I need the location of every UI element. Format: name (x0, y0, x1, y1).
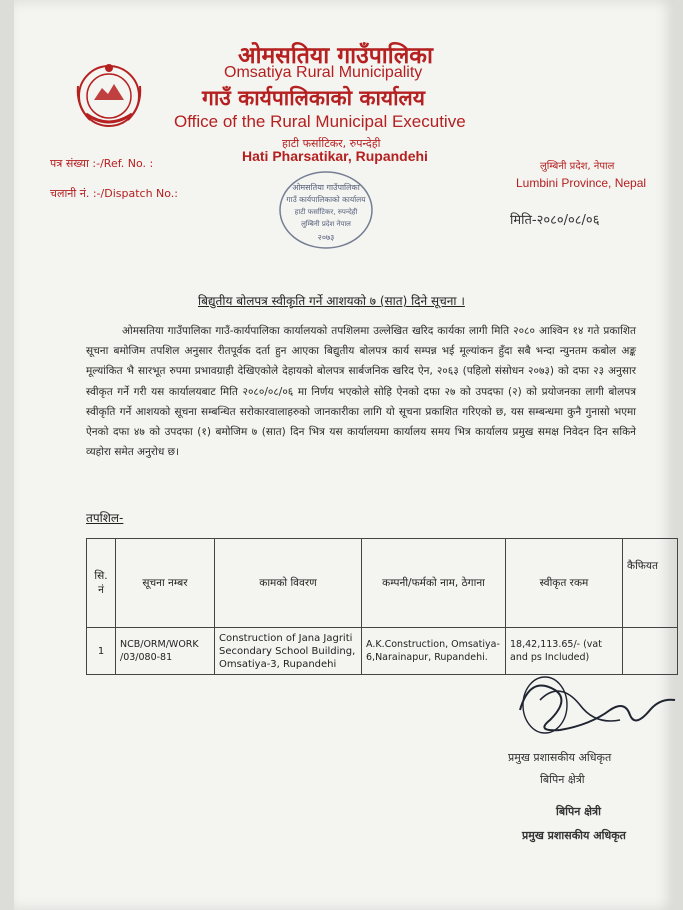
designation-stamp: प्रमुख प्रशासकीय अधिकृत (522, 829, 626, 842)
stamp-year: २०७३ (317, 233, 335, 242)
table-header-row (87, 539, 678, 628)
header-notice-number: सूचना नम्बर (116, 539, 215, 628)
header-company: कम्पनी/फर्मको नाम, ठेगाना (362, 539, 506, 628)
office-stamp (274, 166, 378, 256)
stamp-line-3: हाटी फर्साटिकर, रुपन्देही (294, 208, 358, 216)
cell-remarks (623, 628, 678, 675)
cell-work-description: Construction of Jana Jagriti Secondary School Building, Omsatiya-3, Rupandehi (215, 628, 362, 675)
cell-company: A.K.Construction, Omsatiya-6,Narainapur, Rupandehi. (362, 628, 506, 675)
municipality-name-en: Omsatiya Rural Municipality (224, 64, 423, 81)
office-name-np: गाउँ कार्यपालिकाको कार्यालय (202, 86, 425, 110)
handwritten-signature (500, 670, 680, 750)
nepal-emblem-logo (68, 56, 150, 136)
header-serial: सि. नं (87, 539, 116, 628)
letter-date: मिति-२०८०/०८/०६ (510, 213, 600, 228)
address-en: Hati Pharsatikar, Rupandehi (242, 148, 428, 164)
signatory-name: बिपिन क्षेत्री (540, 773, 585, 786)
cell-serial: 1 (87, 628, 116, 675)
header-approved-amount: स्वीकृत रकम (506, 539, 623, 628)
cell-approved-amount: 18,42,113.65/- (vat and ps Included) (506, 628, 623, 675)
dispatch-number-label: चलानी नं. :-/Dispatch No.: (50, 187, 178, 200)
tapasil-label: तपशिल- (86, 511, 124, 525)
name-stamp: बिपिन क्षेत्री (556, 805, 601, 818)
notice-subject: बिद्युतीय बोलपत्र स्वीकृति गर्ने आशयको ७ (सात) दिने सूचना । (198, 294, 465, 308)
notice-body: ओमसतिया गाउँपालिका गाउँ-कार्यपालिका कार्यालयको तपशिलमा उल्लेखित खरिद कार्यका लागी मिति २०८० आश्विन १४ गते प्रकाशित सूचना बमोजिम तपशिल अनुसार रीतपूर्वक दर्ता हुन आएका बिद्युतीय बोलपत्र कार्य सम्पन्न भई मूल्यांकन हुँदा सबै भन्दा न्युनतम कबोल अङ्क मूल्यांकित भै सारभूत रुपमा प्रभावग्राही देखिएकोले देहायको बोलपत्र सार्बजनिक खरिद ऐन, २०६३ (पहिलो संसोधन २०७३) को दफा २३ अनुसार स्वीकृत गर्ने गरी यस कार्यालयबाट मिति २०८०/०८/०६ मा निर्णय भएकोले सोहि ऐनको दफा २७ को उपदफा (२) को प्रयोजनका लागी बोलपत्र स्वीकृति गर्ने आशयको सूचना सम्बन्धित सरोकारवालाहरुको जानकारीका लागि यो सूचना प्रकाशित गरिएको छ, यस सम्बन्धमा कुनै गुनासो भएमा ऐनको दफा ४७ को उपदफा (१) बमोजिम ७ (सात) दिन भित्र यस कार्यालयमा कार्यालय समय भित्र कार्यालय प्रमुख समक्ष निवेदन दिन सकिने व्यहोरा समेत अनुरोध छ। (86, 325, 636, 459)
office-name-en: Office of the Rural Municipal Executive (174, 112, 466, 131)
province-np: लुम्बिनी प्रदेश, नेपाल (540, 161, 615, 172)
address-np: हाटी फर्साटिकर, रुपन्देही (282, 137, 381, 150)
table-row (87, 628, 678, 675)
cell-notice-number: NCB/ORM/WORK /03/080-81 (116, 628, 215, 675)
header-work-description: कामको विवरण (215, 539, 362, 628)
stamp-line-4: लुम्बिनी प्रदेश नेपाल (301, 220, 351, 228)
municipality-name-np: ओमसतिया गाउँपालिका (238, 43, 433, 69)
stamp-line-1: ओमसतिया गाउँपालिका (292, 183, 360, 192)
header-remarks: कैफियत (623, 539, 678, 628)
stamp-line-2: गाउँ कार्यपालिकाको कार्यालय (286, 195, 366, 204)
signatory-title: प्रमुख प्रशासकीय अधिकृत (508, 751, 612, 764)
ref-number-label: पत्र संख्या :-/Ref. No. : (50, 157, 154, 170)
bid-approval-table (86, 538, 678, 675)
province-en: Lumbini Province, Nepal (516, 176, 647, 190)
